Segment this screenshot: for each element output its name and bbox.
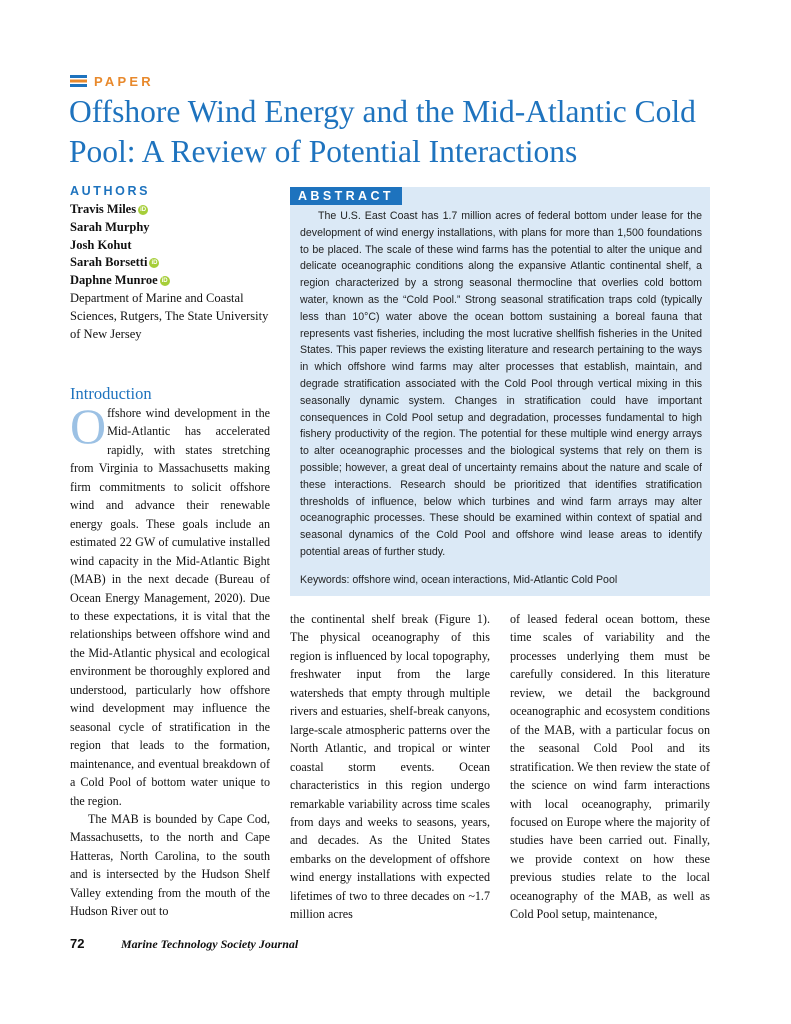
introduction-heading: Introduction [70, 384, 152, 403]
body-paragraph-col2: the continental shelf break (Figure 1). The physical oceanography of this region is influenced by local topography, freshwater input from the large watersheds that empty through multiple rivers and estuaries, shelf-break canyons, large-scale atmospheric patterns over the North Atlantic, and tropical or winter coastal storm events. Ocean characteristics in this region undergo remarkable variability across time scales from days and weeks to seasons, years, and decades. As the United States embarks on the development of offshore wind energy installations with expected lifetimes of two to three decades on ~1.7 million acres [290, 612, 490, 922]
page-number: 72 [70, 936, 85, 951]
abstract-text: The U.S. East Coast has 1.7 million acres of federal bottom under lease for the development of wind energy installations, with plans for more than 1,500 foundations to be placed. The scale of these wind farms has the potential to alter the unique and delicate oceanographic conditions along the expansive Atlantic continental shelf, a region characterized by a strong seasonal thermocline that overlies cold bottom water, known as the “Cold Pool.” Strong seasonal stratification traps cold (typically less than 10°C) water above the ocean bottom sustaining a boreal fauna that represents vast fisheries, including the most lucrative shellfish fisheries in the United States. This paper reviews the existing literature and research pertaining to the ways in which offshore wind farms may alter processes that establish, maintain, and degrade stratification associated with the Cold Pool through vertical mixing in this seasonally dynamic system. Changes in stratification could have important consequences in Cold Pool setup and degradation, processes fundamental to high fishery productivity of the region. The potential for these multiple wind energy arrays to alter oceanographic processes and the biological systems that rely on them is possible; however, a great deal of uncertainty remains about the nature and scale of these interactions. Research should be prioritized that identifies stratification thresholds of influence, below which turbines and wind farm arrays may alter oceanographic processes. These should be examined within context of spatial and seasonal dynamics of the Cold Pool and offshore wind lease areas to identify potential areas of further study. [300, 210, 702, 558]
keywords: Keywords: offshore wind, ocean interactions, Mid-Atlantic Cold Pool [300, 574, 618, 586]
author-item [70, 219, 280, 237]
section-tag [70, 73, 154, 89]
intro-paragraph-2: The MAB is bounded by Cape Cod, Massachusetts, to the north and Cape Hatteras, North Carolina, to the south and is intersected by the Hudson Shelf Valley extending from the mouth of the Hudson River out to [70, 811, 270, 919]
authors-heading: AUTHORS [70, 184, 151, 198]
author-name: Sarah Borsetti [70, 255, 148, 270]
author-affiliation: Department of Marine and Coastal Sciences, Rutgers, The State University of New Jersey [70, 290, 269, 341]
article-title: Offshore Wind Energy and the Mid-Atlantic Cold Pool: A Review of Potential Interactions [69, 94, 696, 169]
abstract-box [290, 187, 710, 596]
author-name: Daphne Munroe [70, 273, 158, 288]
orcid-icon[interactable]: iD [140, 206, 147, 213]
author-list [70, 201, 280, 343]
author-name: Sarah Murphy [70, 219, 150, 234]
intro-paragraph-1 [70, 398, 270, 810]
author-item [70, 254, 280, 272]
author-name: Josh Kohut [70, 237, 132, 252]
body-column-3 [510, 610, 710, 924]
intro-paragraph-1-text: ffshore wind development in the Mid-Atlantic has accelerated rapidly, with states stretching from Virginia to Massachusetts making firm commitments to solicit offshore wind and advance their renewable energy goals. These goals include an estimated 22 GW of cumulative installed wind capacity in the Mid-Atlantic Bight (MAB) in the next decade (Bureau of Ocean Energy Management, 2020). Due to these expectations, it is vital that the relationships between offshore wind and the Mid-Atlantic physical and ecological environment be thoroughly explored and understood, particularly how offshore wind development may influence the seasonal cycle of stratification in the region that leads to the formation, maintenance, and eventual breakdown of a Cold Pool of bottom water unique to the region. [70, 406, 270, 808]
drop-cap: O [70, 398, 107, 454]
author-item [70, 201, 280, 219]
paper-section-icon [70, 75, 87, 87]
author-item [70, 272, 280, 290]
orcid-icon[interactable]: iD [151, 260, 158, 267]
body-paragraph-col3: of leased federal ocean bottom, these time scales of variability and the processes underlying them must be carefully considered. In this literature review, we detail the background oceanographic and ecosystem conditions of the MAB, with a particular focus on the seasonal Cold Pool and its stratification. We then review the state of the science on wind farm interactions with local oceanography, primarily focused on Europe where the majority of studies have been carried out. Finally, we provide context on how these previous studies relate to the local oceanography of the MAB, as well as Cold Pool setup, maintenance, [510, 612, 710, 922]
author-item [70, 237, 280, 255]
body-column-1 [70, 398, 270, 921]
section-tag-label: PAPER [94, 73, 154, 89]
author-name: Travis Miles [70, 202, 137, 216]
body-column-2 [290, 610, 490, 924]
abstract-heading: ABSTRACT [290, 187, 402, 205]
journal-name: Marine Technology Society Journal [121, 937, 299, 951]
orcid-icon[interactable]: iD [161, 278, 168, 285]
